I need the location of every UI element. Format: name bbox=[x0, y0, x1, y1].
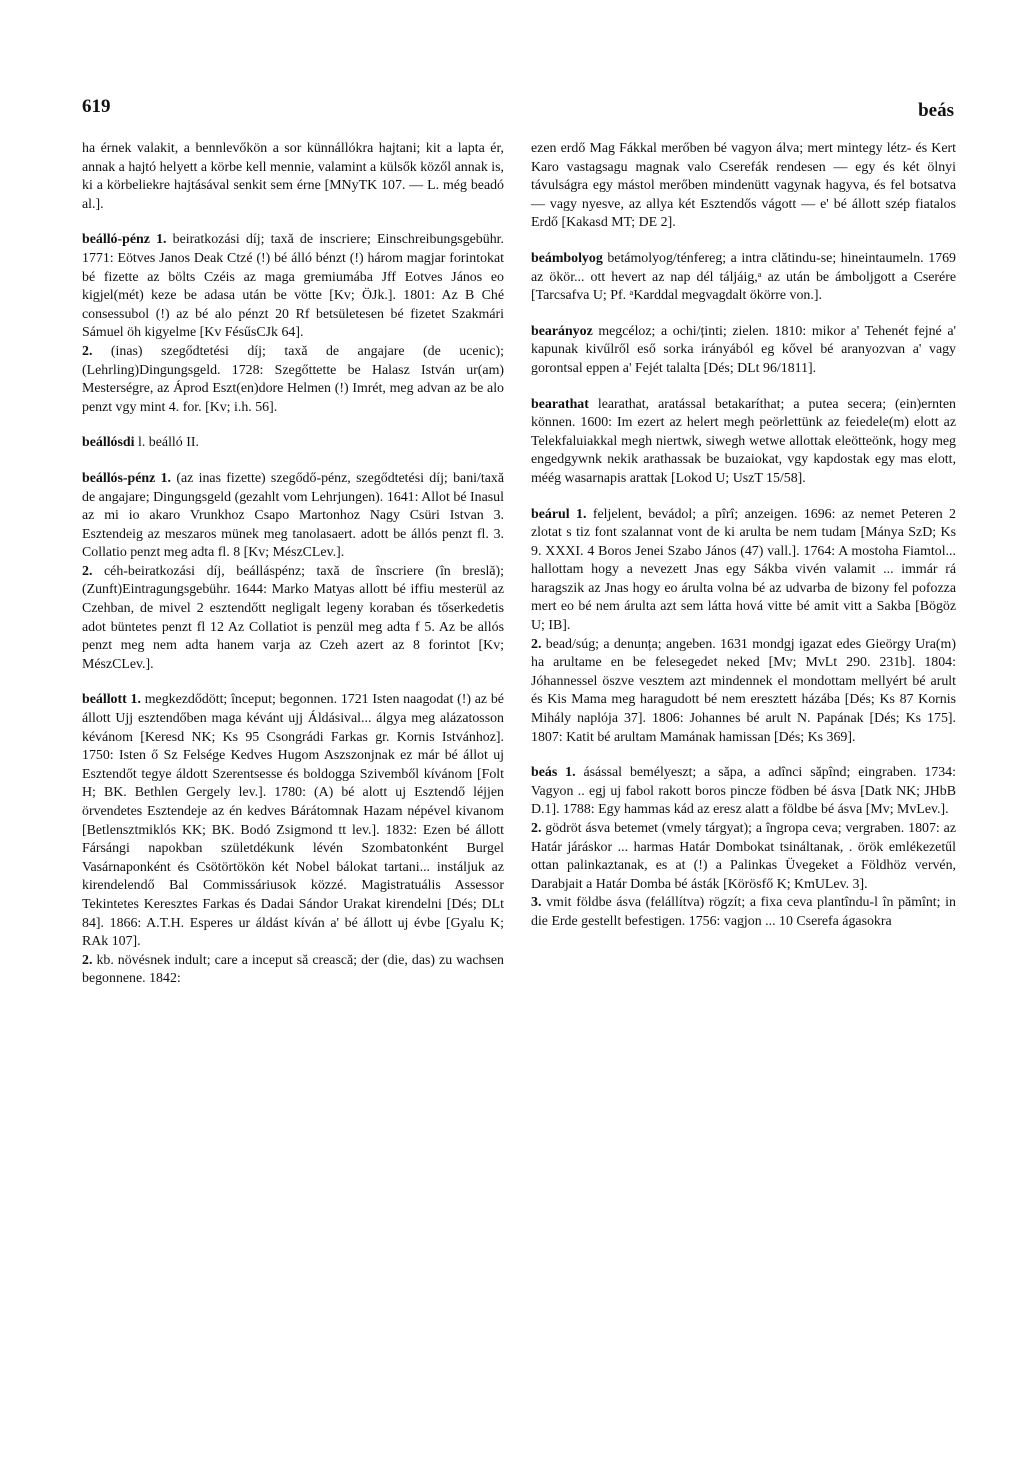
entry-headword: bearathat bbox=[531, 396, 589, 412]
sense-number: 2. bbox=[82, 343, 93, 359]
entry-text: gödröt ásva betemet (vmely tárgyat); a îngropa ceva; vergraben. 1807: az Határ járáskor ... harmas Határ Dombokat tsináltanak, . örök emlékezetűl ottan palinkaztanak, es at (!) a Palinkas Üvegeket a Földhöz vervén, Darabjait a Határ Domba bé ásták [Körösfő K; KmULev. 3]. bbox=[531, 821, 956, 892]
entry-paragraph bbox=[82, 470, 504, 563]
entry-text: ha érnek valakit, a bennlevőkön a sor künnállókra hajtani; kit a lapta ér, annak a hajtó helyett a körbe kell mennie, valamint a külsők közől annak is, ki a körbeliekre hajtásával senkit sem érne [MNyTK 107. — L. még beadó al.]. bbox=[82, 141, 504, 212]
entry-paragraph bbox=[82, 343, 504, 417]
entry-text: bead/súg; a denunța; angeben. 1631 mondgj igazat edes Gieörgy Ura(m) ha arultame en be felesegedet neked [Mv; MvLt 290. 231b]. 1804: Jóhannessel öszve vesztem azt mindennek el mondottam mellyért bé arult és Kis Mama meg haragudott bé nem eresztett házába [Dés; Ks 87 Kornis Mihály naplója 37]. 1806: Johannes bé arult N. Papának [Dés; Ks 175]. 1807: Katit bé arultam Mamának hamissan [Dés; Ks 369]. bbox=[531, 636, 956, 745]
entry-headword: bearányoz bbox=[531, 323, 593, 339]
entry-headword: beámbolyog bbox=[531, 250, 603, 266]
entry-paragraph bbox=[82, 434, 504, 453]
entry-text: céh-beiratkozási díj, beálláspénz; taxă de înscriere (în breslă); (Zunft)Eintragungsgebühr. 1644: Marko Matyas allott bé iffiu mesterül az Czehban, de mivel 2 esztendőtt negligalt legeny koraban és tőserkedetis adot büntetes penzt fl 12 Az Collatiot is penzül meg adta f 5. Az be allós penzt meg nem adta hanem varja az Czeh azert az 8 forintot [Kv; MészCLev.]. bbox=[82, 563, 504, 672]
sense-number: 3. bbox=[531, 895, 542, 911]
entry-paragraph bbox=[82, 952, 504, 989]
entry-paragraph bbox=[82, 691, 504, 951]
sense-number: 2. bbox=[531, 636, 542, 652]
entry-text: megcéloz; a ochi/ținti; zielen. 1810: mikor a' Tehenét fejné a' kapunak kivűlről eső sorka irányából eg kővel bé aranyozvan a' vagy gorontsal eppen a' Fejét talalta [Dés; DLt 96/1811]. bbox=[531, 323, 956, 376]
page-number: 619 bbox=[82, 96, 111, 117]
entry-paragraph bbox=[531, 396, 956, 489]
entry-text: beiratkozási díj; taxă de inscriere; Einschreibungsgebühr. 1771: Eötves Janos Deak Ctzé (!) bé álló bénzt (!) három magjar forintokat bé fizette az bölts Czéis az maga gremiumába Jff Eotves János eo kigjel(mét) keze be adasa után be vötte [Kv; ÖJk.]. 1801: Az B Ché consessubol (!) az bé alo pénzt 20 Rf betsületesen bé fizetet Szakmári Sámuel öh kigyelme [Kv FésűsCJk 64]. bbox=[82, 232, 504, 341]
entry-text: megkezdődött; început; begonnen. 1721 Isten naagodat (!) az bé állott Ujj esztendőben maga kévánt ujj Áldásival... álgya meg alázatosson kévánom [Keresd NK; Ks 95 Csongrádi Farkas gr. Kornis Istvánhoz]. 1750: Isten ő Sz Felsége Kedves Hugom Aszszonjnak ez már bé állot uj Esztendőt tegye áldott Szerentsesse és boldogga Szivemből kívánom [Folt H; BK. Bethlen Gergely lev.]. 1780: (A) bé alott uj Esztendő léjjen örvendetes Esztendeje az én kedves Bárátomnak Hazam népével kivanom [Betlensztmiklós KK; BK. Bodó Zsigmond tt lev.]. 1832: Ezen bé állott Fársángi napokban születdékunk lévén Szombatonként Burgel Vasárnaponként és Csötörtökön két Nobel bálokat tartani... instáljuk az kirendelendő Bal Commissáriusok közzé. Magistratuális Assessor Tekintetes Keresztes Farkas és Dadai Sándor Urakat kirendelni [Dés; DLt 84]. 1866: A.T.H. Esperes ur áldást kíván a' bé állott uj évbe [Gyalu K; RAk 107]. bbox=[82, 692, 504, 950]
entry-text: (inas) szegődtetési díj; taxă de angajare (de ucenic); (Lehrling)Dingungsgeld. 1728: Szegőttette be Halasz István ur(am) Mesterségre, az Áprod Eszt(en)dore Helmen (!) Imrét, meg advan az be alo penzt vgy mint 4. for. [Kv; i.h. 56]. bbox=[82, 343, 504, 415]
entry-headword: beárul 1. bbox=[531, 506, 587, 522]
entry-paragraph bbox=[82, 563, 504, 675]
entry-headword: beás 1. bbox=[531, 765, 576, 781]
entry-text: learathat, aratással betakaríthat; a putea secera; (ein)ernten können. 1600: Im ezert az helert megh peörlettünk az feiedele(m) elott az Telekfaluiakkal megh niertwk, siwegh wetwe allottak eleötteönk, hogy meg engedgywnk nekik arathassak be buzaiokat, vgy kapdostak egy mas elott, méég wasarnapis arattak [Lokod U; UszT 15/58]. bbox=[531, 396, 956, 486]
sense-number: 2. bbox=[82, 563, 93, 579]
entry-paragraph bbox=[531, 764, 956, 820]
entry-paragraph bbox=[531, 323, 956, 379]
left-column bbox=[82, 140, 504, 989]
entry-text: vmit földbe ásva (felállítva) rögzít; a fixa ceva plantîndu-l în pămînt; in die Erde gestellt befestigen. 1756: vagjon ... 10 Cserefa ágasokra bbox=[531, 895, 956, 929]
entry-headword: beállósdi bbox=[82, 435, 135, 451]
entry-paragraph bbox=[531, 636, 956, 748]
sense-number: 2. bbox=[82, 952, 93, 968]
entry-paragraph bbox=[531, 506, 956, 636]
entry-paragraph bbox=[531, 894, 956, 931]
entry-text: ezen erdő Mag Fákkal merőben bé vagyon álva; mert mintegy létz- és Kert Karo vastagsagu magnak valo Cserefák rendesen — egy és két ölnyi távulságra egy mástol merőben mindenütt vagynak hagyva, és fel botsatva — vagy nyesve, az allya két Esztendős vágott — e' bé állott szép fiatalos Erdő [Kakasd MT; DE 2]. bbox=[531, 141, 956, 231]
page-header bbox=[82, 96, 954, 126]
entry-paragraph bbox=[82, 231, 504, 343]
entry-text: ásással bemélyeszt; a săpa, a adînci săpînd; eingraben. 1734: Vagyon .. egj uj fabol rakott boros pincze födben bé ásva [Datk NK; JHbB D.1]. 1788: Egy hammas kád az eresz alatt a földbe bé ásva [Mv; MvLev.]. bbox=[531, 765, 956, 818]
entry-text: l. beálló II. bbox=[137, 435, 199, 451]
running-headword: beás bbox=[918, 100, 954, 121]
entry-paragraph bbox=[531, 140, 956, 233]
entry-paragraph bbox=[82, 140, 504, 214]
entry-text: (az inas fizette) szegődő-pénz, szegődtetési díj; bani/taxă de angajare; Dingungsgeld (gezahlt vom Lehrjungen). 1641: Allot bé Inasul az mi io akaro Vrunkhoz Csapo Martonhoz Nagy Csüri Istvan 3. Esztendeig az meszaros münek meg tanolasaert. adott be állós penzt fl. 3. Collatio penzt meg adta fl. 8 [Kv; MészCLev.]. bbox=[82, 470, 505, 561]
entry-headword: beállós-pénz 1. bbox=[82, 470, 172, 486]
entry-text: feljelent, bevádol; a pîrî; anzeigen. 1696: az nemet Peteren 2 zlotat s tiz font szalannat vont de ki arulta be nem tudam [Mánya SzD; Ks 9. XXXI. 4 Boros Jenei Szabo János (47) vall.]. 1764: A mostoha Fiamtol... hallottam hogy a nevezett Jnas egy Sákba vivén valamit ... immár rá haragszik az Jnas hogy eo árulta volna bé az udvarba de bizony fel pofozza mert eo bé nem árulta azt sem látta hová vitte bé amit vitt a Sakba [Bögöz U; IB]. bbox=[531, 506, 956, 634]
entry-text: betámolyog/ténfereg; a intra clătindu-se; hineintaumeln. 1769 az ökör... ott hevert az nap dél táljáig,ᵃ az után be ámboljgott a Cserére [Tarcsafva U; Pf. ᵃKarddal megvagdalt ökörre von.]. bbox=[531, 250, 956, 304]
entry-paragraph bbox=[531, 820, 956, 894]
entry-text: kb. növésnek indult; care a inceput să crească; der (die, das) zu wachsen begonnene. 1842: bbox=[82, 952, 504, 987]
entry-headword: beálló-pénz 1. bbox=[82, 232, 167, 248]
sense-number: 2. bbox=[531, 821, 542, 836]
entry-paragraph bbox=[531, 250, 956, 306]
right-column bbox=[531, 140, 956, 932]
entry-headword: beállott 1. bbox=[82, 692, 141, 708]
